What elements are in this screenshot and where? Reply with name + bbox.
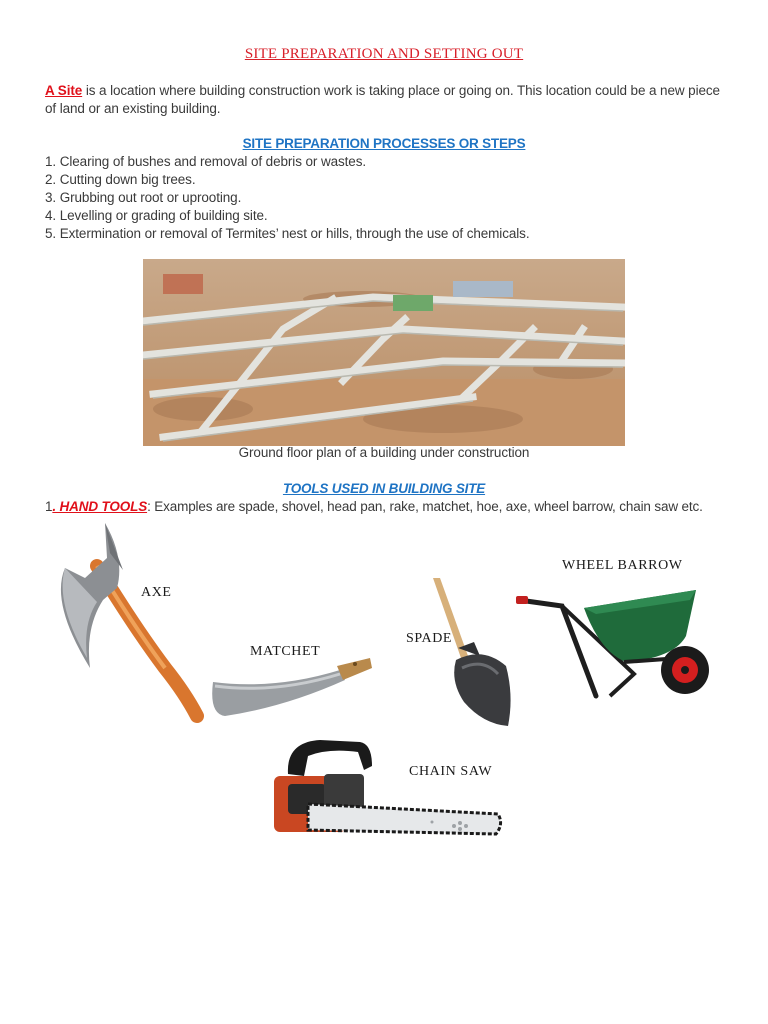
wheel-barrow-image — [514, 578, 720, 724]
hand-tools-label: . HAND TOOLS — [52, 499, 148, 514]
spade-label: SPADE — [406, 631, 453, 646]
site-term: A Site — [45, 83, 83, 98]
step-item: 3. Grubbing out root or uprooting. — [45, 190, 242, 205]
site-definition — [45, 82, 725, 118]
axe-label: AXE — [141, 585, 172, 600]
hand-tools-text: : Examples are spade, shovel, head pan, rake, matchet, hoe, axe, wheel barrow, chain saw etc. — [147, 499, 703, 514]
chain-saw-label: CHAIN SAW — [409, 764, 493, 779]
steps-list — [45, 153, 529, 243]
step-item: 2. Cutting down big trees. — [45, 172, 196, 187]
matchet-image — [205, 652, 375, 724]
site-definition-text: is a location where building construction work is taking place or going on. This location could be a new piece of land or an existing building. — [45, 83, 720, 116]
step-item: 4. Levelling or grading of building site. — [45, 208, 268, 223]
spade-image — [428, 576, 516, 728]
axe-image — [45, 518, 215, 728]
wheel-barrow-label: WHEEL BARROW — [562, 558, 683, 573]
step-item: 5. Extermination or removal of Termites’ nest or hills, through the use of chemicals. — [45, 226, 530, 241]
hand-tools-line — [45, 499, 703, 514]
tools-heading: TOOLS USED IN BUILDING SITE — [282, 481, 486, 496]
photo-caption: Ground floor plan of a building under construction — [238, 445, 530, 460]
chain-saw-image — [268, 734, 506, 852]
steps-heading: SITE PREPARATION PROCESSES OR STEPS — [242, 136, 526, 151]
hand-tools-number: 1 — [45, 499, 53, 514]
step-item: 1. Clearing of bushes and removal of debris or wastes. — [45, 154, 367, 169]
matchet-label: MATCHET — [250, 644, 321, 659]
construction-site-photo — [143, 259, 625, 446]
page-title: SITE PREPARATION AND SETTING OUT — [244, 46, 524, 62]
